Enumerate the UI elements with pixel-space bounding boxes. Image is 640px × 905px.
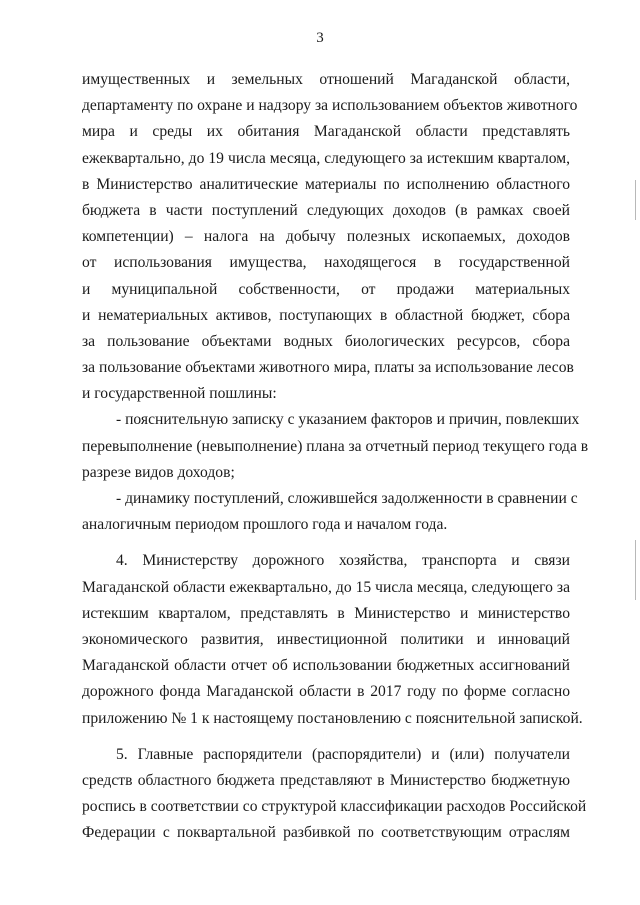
text-line: департаменту по охране и надзору за использованием объектов животного	[82, 97, 578, 115]
paragraph-start: 4. Министерству дорожного хозяйства, транспорта и связи	[116, 552, 570, 570]
text-line: ежеквартально, до 19 числа месяца, следующего за истекшим кварталом,	[82, 149, 570, 167]
text-line: приложению № 1 к настоящему постановлению с пояснительной запиской.	[82, 709, 583, 727]
text-line: за пользование объектами водных биологических ресурсов, сбора	[82, 332, 570, 350]
text-line: за пользование объектами животного мира, платы за использование лесов	[82, 359, 574, 377]
list-item-start: - динамику поступлений, сложившейся задолженности в сравнении с	[116, 490, 578, 507]
text-line: Магаданской области ежеквартально, до 15 числа месяца, следующего за	[82, 578, 570, 596]
text-line: средств областного бюджета представляют в Министерство бюджетную	[82, 771, 570, 789]
text-line: и нематериальных активов, поступающих в областной бюджет, сбора	[82, 306, 570, 324]
text-line: разрезе видов доходов;	[82, 463, 235, 481]
text-line: бюджета в части поступлений следующих доходов (в рамках своей	[82, 201, 570, 219]
text-line: Магаданской области отчет об использовании бюджетных ассигнований	[82, 657, 570, 675]
text-line: и муниципальной собственности, от продажи материальных	[82, 280, 570, 298]
text-line: перевыполнение (невыполнение) плана за отчетный период текущего года в	[82, 437, 589, 455]
scan-edge-mark	[635, 180, 636, 220]
text-line: мира и среды их обитания Магаданской области представлять	[82, 123, 570, 141]
scan-edge-mark	[635, 540, 636, 600]
text-line: истекшим кварталом, представлять в Министерство и министерство	[82, 604, 570, 622]
text-line: в Министерство аналитические материалы по исполнению областного	[82, 175, 570, 193]
text-line: аналогичным периодом прошлого года и началом года.	[82, 516, 448, 534]
text-line: дорожного фонда Магаданской области в 2017 году по форме согласно	[82, 683, 570, 701]
page-number: 3	[316, 30, 324, 46]
text-line: экономического развития, инвестиционной политики и инноваций	[82, 630, 570, 648]
text-line: роспись в соответствии со структурой классификации расходов Российской	[82, 798, 587, 816]
text-line: имущественных и земельных отношений Магаданской области,	[82, 71, 570, 88]
text-line: Федерации с поквартальной разбивкой по соответствующим отраслям	[82, 824, 570, 842]
list-item-start: - пояснительную записку с указанием факторов и причин, повлекших	[116, 411, 580, 429]
text-line: от использования имущества, находящегося в государственной	[82, 254, 570, 272]
text-line: компетенции) – налога на добычу полезных ископаемых, доходов	[82, 228, 570, 246]
paragraph-start: 5. Главные распорядители (распорядители) и (или) получатели	[116, 745, 570, 763]
text-line: и государственной пошлины:	[82, 385, 277, 403]
body-text	[82, 67, 589, 846]
